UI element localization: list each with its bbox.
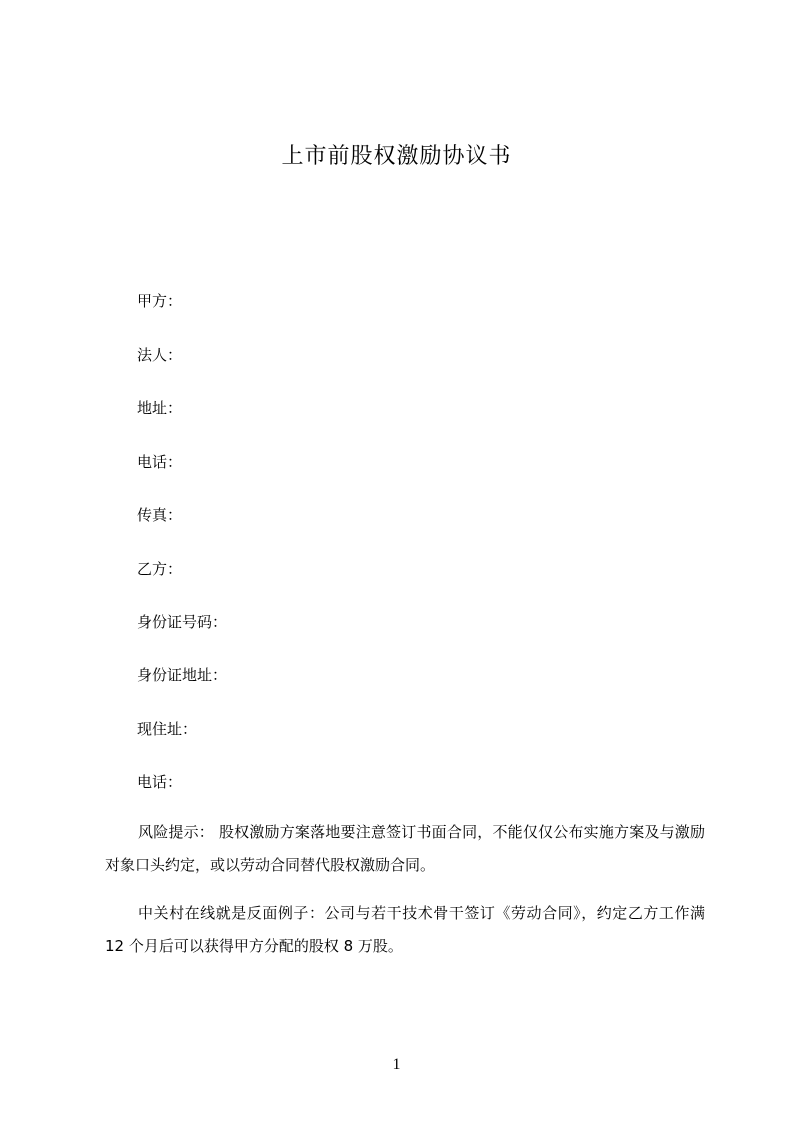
fax-label: 传真： <box>137 506 183 524</box>
page-number: 1 <box>392 1056 401 1073</box>
legal-person-label: 法人： <box>137 346 183 364</box>
party-a-label: 甲方： <box>137 292 183 310</box>
risk-note-paragraph: 风险提示： 股权激励方案落地要注意签订书面合同，不能仅仅公布实施方案及与激励对象口头约定，或以劳动合同替代股权激励合同。 <box>105 823 705 874</box>
address-label: 地址： <box>137 399 183 417</box>
party-b-label: 乙方： <box>137 560 183 578</box>
document-title: 上市前股权激励协议书 <box>281 144 512 169</box>
id-number-label: 身份证号码： <box>137 613 228 631</box>
id-address-label: 身份证地址： <box>137 666 228 684</box>
current-address-label: 现住址： <box>137 720 198 738</box>
party-b-phone-label: 电话： <box>137 773 183 791</box>
phone-label: 电话： <box>137 453 183 471</box>
example-paragraph: 中关村在线就是反面例子：公司与若干技术骨干签订《劳动合同》，约定乙方工作满 12 个月后可以获得甲方分配的股权 8 万股。 <box>105 904 705 955</box>
